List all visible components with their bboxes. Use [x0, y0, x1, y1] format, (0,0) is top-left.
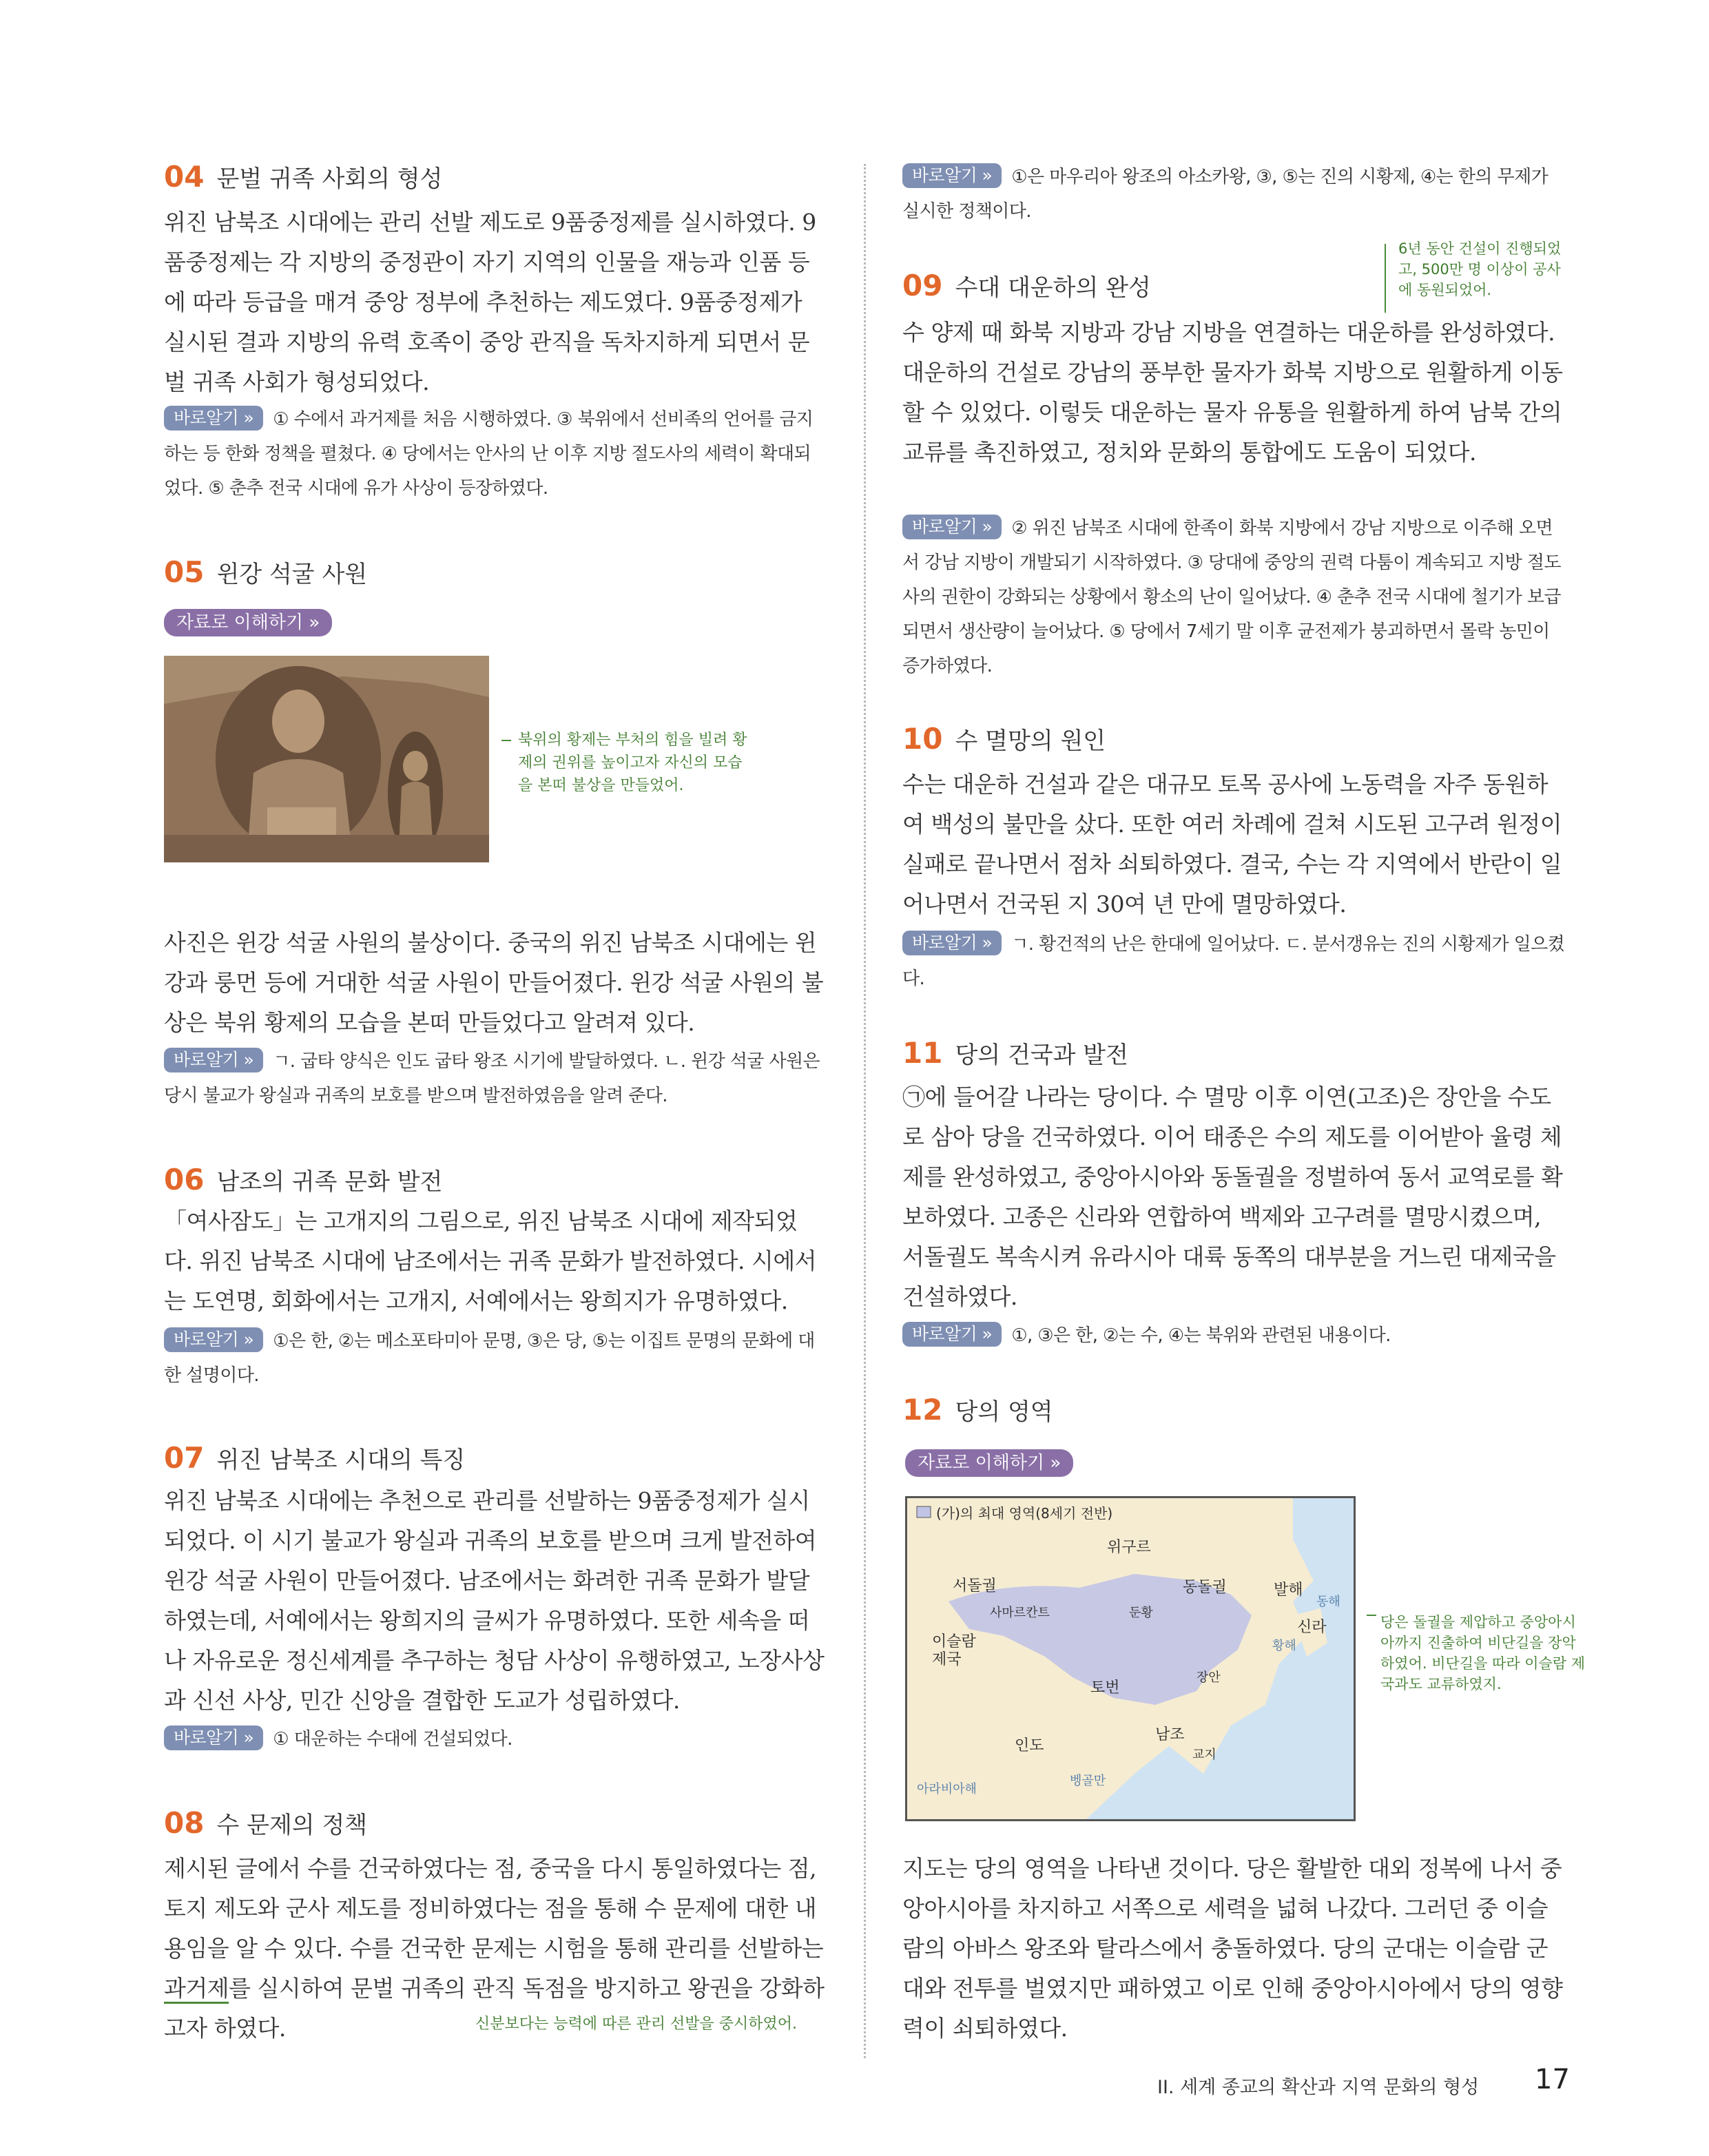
body-text: 를 실시하여 문벌 귀족의 관직 독점을 방지하고 왕권을 강화하고자 하였다.	[164, 1975, 825, 2042]
page-number: 17	[1535, 2064, 1570, 2095]
sea-label: 벵골만	[1070, 1774, 1106, 1788]
body-text: 제시된 글에서 수를 건국하였다는 점, 중국을 다시 통일하였다는 점, 토지 제도와 군사 제도를 정비하였다는 점을 통해 수 문제에 대한 내용임을 알 수 있다. 수를 건국한 문제는 시험을 통해 관리를 선발하는	[164, 1855, 824, 1962]
section-number: 08	[164, 1806, 205, 1840]
section-07-heading	[164, 1441, 465, 1475]
yungang-buddha-photo	[164, 656, 489, 862]
section-10-heading	[902, 722, 1106, 756]
map-label: 서돌궐	[953, 1577, 997, 1595]
section-07-body: 위진 남북조 시대에는 추천으로 관리를 선발하는 9품중정제가 실시되었다. 이 시기 불교가 왕실과 귀족의 보호를 받으며 크게 발전하여 윈강 석굴 사원이 만들어졌다. 남조에서는 화려한 귀족 문화가 발달하였는데, 서예에서는 왕희지의 글씨가 유명하였다. 또한 세속을 떠나 자유로운 정신세계를 추구하는 청담 사상이 유행하였고, 노장사상과 신선 사상, 민간 신앙을 결합한 도교가 성립하였다.	[164, 1487, 825, 1714]
map-label: 장안	[1197, 1670, 1221, 1685]
prev-section-note	[902, 160, 1568, 229]
section-12-heading	[902, 1393, 1053, 1427]
section-04-heading	[164, 160, 442, 194]
correction-badge: 바로알기 »	[164, 1725, 263, 1750]
section-number: 10	[902, 722, 943, 756]
correction-badge: 바로알기 »	[164, 1048, 263, 1072]
note-text: ①은 마우리아 왕조의 아소카왕, ③, ⑤는 진의 시황제, ④는 한의 무제가 실시한 정책이다.	[902, 167, 1549, 222]
note-text: ①은 한, ②는 메소포타미아 문명, ③은 당, ⑤는 이집트 문명의 문화에 대한 설명이다.	[164, 1331, 815, 1386]
note-text: ① 수에서 과거제를 처음 시행하였다. ③ 북위에서 선비족의 언어를 금지하는 등 한화 정책을 펼쳤다. ④ 당에서는 안사의 난 이후 지방 절도사의 세력이 확대되었다. ⑤ 춘추 전국 시대에 유가 사상이 등장하였다.	[164, 409, 814, 499]
section-09-note	[902, 511, 1568, 683]
correction-badge: 바로알기 »	[164, 406, 263, 431]
correction-badge: 바로알기 »	[902, 931, 1002, 955]
section-title: 당의 영역	[955, 1398, 1053, 1426]
note-text: ①, ③은 한, ②는 수, ④는 북위와 관련된 내용이다.	[1011, 1325, 1391, 1346]
section-title: 당의 건국과 발전	[955, 1041, 1128, 1069]
map-label: 동돌궐	[1183, 1579, 1227, 1596]
section-06-body: 「여사잠도」는 고개지의 그림으로, 위진 남북조 시대에 제작되었다. 위진 남북조 시대에 남조에서는 귀족 문화가 발전하였다. 시에서는 도연명, 회화에서는 고개지, 서예에서는 왕희지가 유명하였다.	[164, 1207, 817, 1314]
section-number: 04	[164, 160, 205, 194]
section-04-note	[164, 402, 825, 506]
section-10-note	[902, 927, 1568, 996]
sea-label: 아라비아해	[917, 1782, 977, 1796]
correction-badge: 바로알기 »	[164, 1327, 263, 1352]
section-06-note	[164, 1324, 825, 1393]
note-text: ㄱ. 황건적의 난은 한대에 일어났다. ㄷ. 분서갱유는 진의 시황제가 일으켰다.	[902, 934, 1565, 989]
map-label: 토번	[1090, 1679, 1120, 1697]
callout-leader	[1367, 1615, 1376, 1616]
map-label: 인도	[1015, 1737, 1044, 1754]
section-number: 06	[164, 1163, 205, 1196]
section-05-note	[164, 1044, 825, 1113]
map-label: 발해	[1274, 1582, 1303, 1599]
note-text: ② 위진 남북조 시대에 한족이 화북 지방에서 강남 지방으로 이주해 오면서 강남 지방이 개발되기 시작하였다. ③ 당대에 중앙의 권력 다툼이 계속되고 지방 절도사의 권한이 강화되는 상황에서 황소의 난이 일어났다. ④ 춘추 전국 시대에 철기가 보급되면서 생산량이 늘어났다. ⑤ 당에서 7세기 말 이후 균전제가 붕괴하면서 몰락 농민이 증가하였다.	[902, 518, 1561, 676]
section-title: 윈강 석굴 사원	[216, 561, 368, 588]
section-number: 11	[902, 1036, 943, 1070]
sea-label: 동해	[1316, 1595, 1340, 1609]
map-label: 둔황	[1129, 1606, 1153, 1620]
note-text: ㄱ. 굽타 양식은 인도 굽타 왕조 시기에 발달하였다. ㄴ. 윈강 석굴 사원은 당시 불교가 왕실과 귀족의 보호를 받으며 발전하였음을 알려 준다.	[164, 1051, 820, 1106]
section-11-note	[902, 1318, 1568, 1353]
section-12-callout: 당은 돌궐을 제압하고 중앙아시아까지 진출하여 비단길을 장악하였어. 비단길을 따라 이슬람 제국과도 교류하였지.	[1380, 1614, 1586, 1692]
underlined-term: 과거제	[164, 1975, 229, 2004]
buddha-statue-image	[164, 656, 489, 862]
map-label: 신라	[1297, 1619, 1327, 1636]
sea-label: 황해	[1272, 1639, 1296, 1653]
section-05-body: 사진은 윈강 석굴 사원의 불상이다. 중국의 위진 남북조 시대에는 윈강과 룽먼 등에 거대한 석굴 사원이 만들어졌다. 윈강 석굴 사원의 불상은 북위 황제의 모습을 본떠 만들었다고 알려져 있다.	[164, 929, 824, 1036]
section-number: 05	[164, 555, 205, 589]
callout-leader	[1385, 244, 1386, 313]
section-05-callout: 북위의 황제는 부처의 힘을 빌려 황제의 권위를 높이고자 자신의 모습을 본떠 불상을 만들었어.	[518, 732, 747, 794]
map-label: 사마르칸트	[990, 1606, 1050, 1620]
section-08-callout: 신분보다는 능력에 따른 관리 선발을 중시하였어.	[475, 2015, 798, 2033]
map-label: 남조	[1155, 1726, 1185, 1743]
map-label: 이슬람 제국	[932, 1633, 976, 1668]
section-11-heading	[902, 1036, 1128, 1070]
section-title: 수대 대운하의 완성	[955, 274, 1151, 302]
section-09-body: 수 양제 때 화북 지방과 강남 지방을 연결하는 대운하를 완성하였다. 대운하의 건설로 강남의 풍부한 물자가 화북 지방으로 원활하게 이동할 수 있었다. 이렇듯 대운하는 물자 유통을 원활하게 하여 남북 간의 교류를 촉진하였고, 정치와 문화의 통합에도 도움이 되었다.	[902, 319, 1563, 466]
section-number: 09	[902, 269, 943, 302]
section-09-callout: 6년 동안 건설이 진행되었고, 500만 명 이상이 공사에 동원되었어.	[1398, 240, 1562, 298]
section-09-heading	[902, 269, 1151, 302]
section-title: 수 문제의 정책	[216, 1812, 368, 1839]
data-understanding-badge: 자료로 이해하기 »	[164, 609, 332, 636]
section-title: 위진 남북조 시대의 특징	[216, 1447, 466, 1474]
tang-territory-map	[905, 1496, 1356, 1821]
correction-badge: 바로알기 »	[902, 515, 1002, 539]
section-title: 문벌 귀족 사회의 형성	[216, 165, 443, 193]
data-understanding-badge: 자료로 이해하기 »	[905, 1449, 1073, 1477]
callout-leader	[501, 740, 511, 741]
section-10-body: 수는 대운하 건설과 같은 대규모 토목 공사에 노동력을 자주 동원하여 백성의 불만을 샀다. 또한 여러 차례에 걸쳐 시도된 고구려 원정이 실패로 끝나면서 점차 쇠퇴하였다. 결국, 수는 각 지역에서 반란이 일어나면서 건국된 지 30여 년 만에 멸망하였다.	[902, 771, 1562, 918]
note-text: ① 대운하는 수대에 건설되었다.	[273, 1729, 512, 1750]
section-05-heading	[164, 555, 367, 589]
section-number: 12	[902, 1393, 943, 1427]
correction-badge: 바로알기 »	[902, 1322, 1002, 1347]
section-07-note	[164, 1722, 825, 1756]
section-12-body: 지도는 당의 영역을 나타낸 것이다. 당은 활발한 대외 정복에 나서 중앙아시아를 차지하고 서쪽으로 세력을 넓혀 나갔다. 그러던 중 이슬람의 아바스 왕조와 탈라스에서 충돌하였다. 당의 군대는 이슬람 군대와 전투를 벌였지만 패하였고 이로 인해 중앙아시아에서 당의 영향력이 쇠퇴하였다.	[902, 1855, 1563, 2042]
section-title: 남조의 귀족 문화 발전	[216, 1168, 443, 1196]
section-06-heading	[164, 1163, 442, 1196]
correction-badge: 바로알기 »	[902, 163, 1002, 188]
map-legend: (가)의 최대 영역(8세기 전반)	[936, 1505, 1113, 1522]
section-number: 07	[164, 1441, 205, 1475]
section-08-heading	[164, 1806, 367, 1840]
section-title: 수 멸망의 원인	[955, 727, 1106, 755]
section-11-body: ㉠에 들어갈 나라는 당이다. 수 멸망 이후 이연(고조)은 장안을 수도로 삼아 당을 건국하였다. 이어 태종은 수의 제도를 이어받아 율령 체제를 완성하였고, 중앙아시아와 동돌궐을 정벌하여 동서 교역로를 확보하였다. 고종은 신라와 연합하여 백제와 고구려를 멸망시켰으며, 서돌궐도 복속시켜 유라시아 대륙 동쪽의 대부분을 거느린 대제국을 건설하였다.	[902, 1084, 1563, 1310]
column-divider	[864, 164, 866, 2058]
section-04-body: 위진 남북조 시대에는 관리 선발 제도로 9품중정제를 실시하였다. 9품중정제는 각 지방의 중정관이 자기 지역의 인물을 재능과 인품 등에 따라 등급을 매겨 중앙 정부에 추천하는 제도였다. 9품중정제가 실시된 결과 지방의 유력 호족이 중앙 관직을 독차지하게 되면서 문벌 귀족 사회가 형성되었다.	[164, 209, 816, 395]
chapter-footer: II. 세계 종교의 확산과 지역 문화의 형성	[1157, 2077, 1480, 2098]
map-label: 교지	[1192, 1748, 1216, 1762]
map-label: 위구르	[1107, 1539, 1151, 1556]
